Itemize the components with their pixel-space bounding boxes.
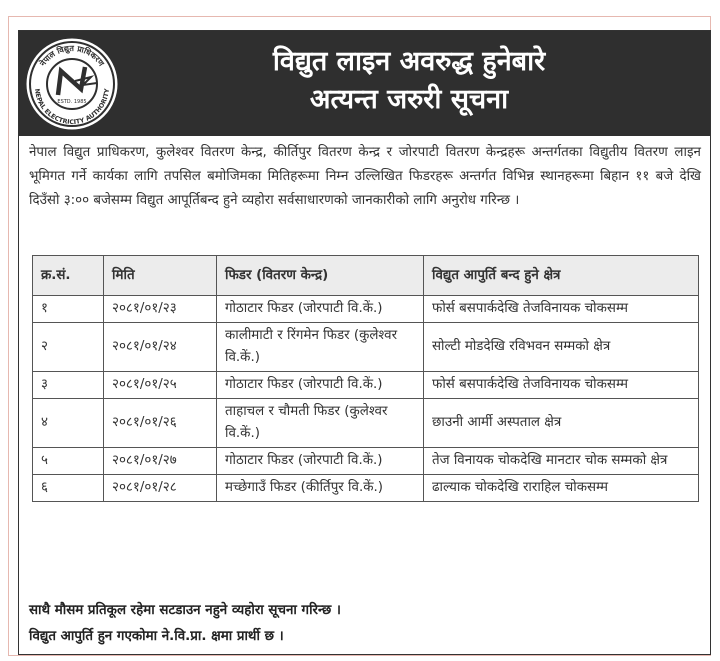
cell-area: छाउनी आर्मी अस्पताल क्षेत्र [424,399,699,448]
cell-area: ढाल्याक चोकदेखि राराहिल चोकसम्म [424,475,699,502]
cell-area: फोर्स बसपार्कदेखि तेजविनायक चोकसम्म [424,296,699,323]
cell-serial: ४ [33,399,104,448]
cell-date: २०८१/०१/२७ [104,448,217,475]
nea-logo-icon [25,37,119,131]
cell-serial: २ [33,323,104,372]
notice-header [19,31,710,136]
title-line-1: विद्युत लाइन अवरुद्ध हुनेबारे [272,46,546,77]
logo-text-english: NEPAL ELECTRICITY AUTHORITY [32,88,112,127]
cell-date: २०८१/०१/२८ [104,475,217,502]
notice-title [129,43,689,119]
cell-date: २०८१/०१/२५ [104,372,217,399]
cell-feeder: मच्छेगाउँ फिडर (कीर्तिपुर वि.कें.) [217,475,424,502]
col-feeder: फिडर (वितरण केन्द्र) [217,256,424,296]
table-row [33,323,699,372]
col-date: मिति [104,256,217,296]
cell-area: सोल्टी मोडदेखि रविभवन सम्मको क्षेत्र [424,323,699,372]
table-row [33,475,699,502]
table-row [33,296,699,323]
footer-line-2: विद्युत आपुर्ति हुन गएकोमा ने.वि.प्रा. क्षमा प्रार्थी छ । [29,629,284,644]
cell-serial: ३ [33,372,104,399]
cell-feeder: गोठाटार फिडर (जोरपाटी वि.कें.) [217,296,424,323]
table-row [33,399,699,448]
intro-paragraph: नेपाल विद्युत प्राधिकरण, कुलेश्वर वितरण केन्द्र, कीर्तिपुर वितरण केन्द्र र जोरपाटी वितरण केन्द्रहरू अन्तर्गतका विद्युतीय वितरण लाइन भूमिगत गर्ने कार्यका लागि तपसिल बमोजिमका मितिहरूमा निम्न उल्लिखित फिडरहरू अन्तर्गत विभिन्न स्थानहरूमा बिहान ११ बजे देखि दिउँसो ३:०० बजेसम्म विद्युत आपूर्तिबन्द हुने व्यहोरा सर्वसाधारणको जानकारीको लागि अनुरोध गरिन्छ । [29,145,701,208]
cell-feeder: गोठाटार फिडर (जोरपाटी वि.कें.) [217,372,424,399]
cell-serial: ५ [33,448,104,475]
cell-feeder: कालीमाटी र रिंगमेन फिडर (कुलेश्वर वि.कें.) [217,323,424,372]
title-line-2: अत्यन्त जरुरी सूचना [309,84,509,115]
cell-date: २०८१/०१/२६ [104,399,217,448]
cell-area: तेज विनायक चोकदेखि मानटार चोक सम्मको क्षेत्र [424,448,699,475]
table-row [33,372,699,399]
cell-date: २०८१/०१/२३ [104,296,217,323]
logo-text-nepali: नेपाल विद्युत प्राधिकरण [38,43,106,68]
logo-established: ESTD. 1985 [57,99,87,105]
schedule-table [32,255,699,502]
notice-footer [29,598,701,650]
cell-area: फोर्स बसपार्कदेखि तेजविनायक चोकसम्म [424,372,699,399]
footer-line-1: साथै मौसम प्रतिकूल रहेमा सटडाउन नहुने व्यहोरा सूचना गरिन्छ । [29,603,341,618]
col-area: विद्युत आपुर्ति बन्द हुने क्षेत्र [424,256,699,296]
cell-serial: १ [33,296,104,323]
cell-feeder: ताहाचल र चौमती फिडर (कुलेश्वर वि.कें.) [217,399,424,448]
table-row [33,448,699,475]
table-header-row [33,256,699,296]
cell-feeder: गोठाटार फिडर (जोरपाटी वि.कें.) [217,448,424,475]
notice-card [18,30,711,655]
cell-date: २०८१/०१/२४ [104,323,217,372]
cell-serial: ६ [33,475,104,502]
col-serial: क्र.सं. [33,256,104,296]
